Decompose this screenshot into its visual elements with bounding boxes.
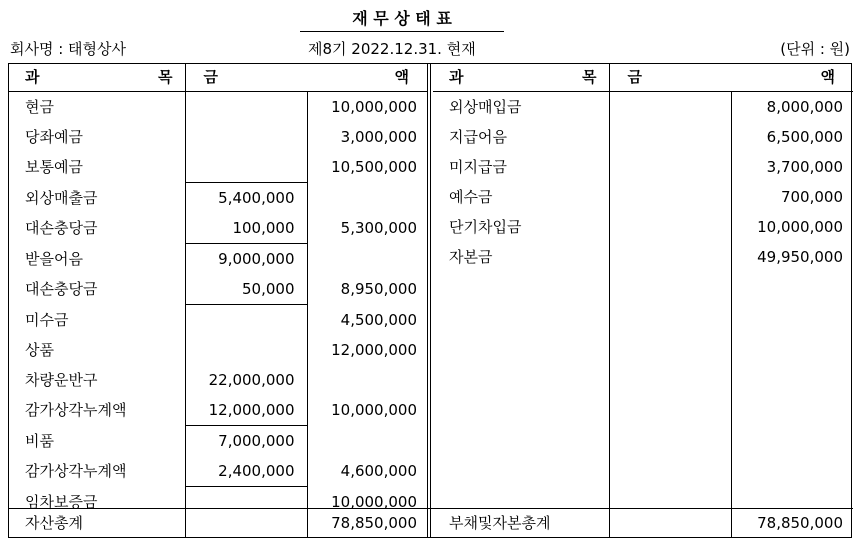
amount: 10,000,000 xyxy=(307,395,427,426)
amount: 12,000,000 xyxy=(307,335,427,365)
amount: 4,600,000 xyxy=(307,456,427,487)
left-account-header: 과 목 xyxy=(25,68,173,86)
sub-amount xyxy=(185,92,307,123)
sub-amount xyxy=(609,242,731,272)
currency-unit: (단위 : 원) xyxy=(780,40,850,58)
report-period: 제8기 2022.12.31. 현재 xyxy=(308,40,476,58)
assets-row xyxy=(9,92,427,123)
assets-row xyxy=(9,426,427,457)
right-account-header: 과 목 xyxy=(449,68,597,86)
empty-row xyxy=(433,362,853,392)
amount: 10,000,000 xyxy=(307,487,427,518)
company-name: 회사명 : 태형상사 xyxy=(10,40,127,58)
amount: 3,700,000 xyxy=(731,152,853,182)
account-name: 단기차입금 xyxy=(449,218,522,236)
liabilities-row xyxy=(433,242,853,272)
assets-row xyxy=(9,365,427,395)
sub-amount xyxy=(609,152,731,182)
empty-row xyxy=(433,302,853,332)
liabilities-row xyxy=(433,182,853,212)
sub-amount: 100,000 xyxy=(185,213,307,244)
account-name: 당좌예금 xyxy=(25,128,83,146)
account-name: 외상매입금 xyxy=(449,98,522,116)
amount xyxy=(307,365,427,395)
assets-side xyxy=(9,64,427,537)
amount: 10,000,000 xyxy=(307,92,427,123)
account-name: 대손충당금 xyxy=(25,219,98,238)
amount: 6,500,000 xyxy=(731,122,853,152)
amount: 4,500,000 xyxy=(307,305,427,336)
liabilities-total-amount: 78,850,000 xyxy=(731,509,853,538)
amount: 10,000,000 xyxy=(731,212,853,242)
assets-total-amount: 78,850,000 xyxy=(307,509,427,538)
statement-title: 재 무 상 태 표 xyxy=(352,9,452,28)
amount: 49,950,000 xyxy=(731,242,853,272)
sub-amount: 5,400,000 xyxy=(185,183,307,214)
center-double-rule xyxy=(427,64,431,537)
balance-sheet-table xyxy=(8,63,852,538)
amount xyxy=(307,183,427,214)
account-name: 상품 xyxy=(25,341,54,359)
sub-amount: 7,000,000 xyxy=(185,426,307,457)
account-name: 받을어음 xyxy=(25,249,83,268)
sub-amount: 2,400,000 xyxy=(185,456,307,487)
account-name: 비품 xyxy=(25,431,54,450)
sub-amount xyxy=(609,122,731,152)
assets-row xyxy=(9,456,427,487)
account-name: 차량운반구 xyxy=(25,371,98,389)
empty-row xyxy=(433,332,853,362)
sub-amount xyxy=(185,335,307,365)
assets-row xyxy=(9,183,427,214)
account-name: 보통예금 xyxy=(25,158,83,177)
sub-amount: 22,000,000 xyxy=(185,365,307,395)
account-name: 미지급금 xyxy=(449,158,507,176)
empty-row xyxy=(433,452,853,482)
account-name: 감가상각누계액 xyxy=(25,462,127,481)
assets-row xyxy=(9,335,427,365)
amount: 5,300,000 xyxy=(307,213,427,244)
assets-row xyxy=(9,152,427,183)
assets-row xyxy=(9,274,427,305)
amount: 8,000,000 xyxy=(731,92,853,123)
assets-total-label: 자산총계 xyxy=(25,514,83,532)
sub-amount xyxy=(609,92,731,123)
empty-row xyxy=(433,272,853,302)
sub-amount xyxy=(609,182,731,212)
sub-amount xyxy=(609,212,731,242)
liabilities-total-label: 부채및자본총계 xyxy=(449,514,551,532)
sub-amount xyxy=(185,152,307,183)
account-name: 감가상각누계액 xyxy=(25,401,127,420)
assets-row xyxy=(9,244,427,275)
assets-row xyxy=(9,395,427,426)
right-amount-header: 금 xyxy=(609,64,731,92)
sub-amount: 12,000,000 xyxy=(185,395,307,426)
left-amount-header-2: 액 xyxy=(307,64,427,92)
amount: 700,000 xyxy=(731,182,853,212)
liabilities-row xyxy=(433,212,853,242)
amount: 8,950,000 xyxy=(307,274,427,305)
liabilities-row xyxy=(433,122,853,152)
amount: 10,500,000 xyxy=(307,152,427,183)
liabilities-row xyxy=(433,152,853,182)
account-name: 예수금 xyxy=(449,188,493,206)
account-name: 자본금 xyxy=(449,248,493,266)
liabilities-side xyxy=(433,64,853,537)
sub-amount: 50,000 xyxy=(185,274,307,305)
liabilities-row xyxy=(433,92,853,123)
sub-amount: 9,000,000 xyxy=(185,244,307,275)
assets-row xyxy=(9,213,427,244)
totals-row xyxy=(9,508,853,538)
account-name: 미수금 xyxy=(25,310,69,329)
account-name: 임차보증금 xyxy=(25,492,98,511)
title-underline xyxy=(300,31,504,32)
account-name: 외상매출금 xyxy=(25,188,98,207)
account-name: 지급어음 xyxy=(449,128,507,146)
amount: 3,000,000 xyxy=(307,122,427,152)
sub-amount xyxy=(185,305,307,336)
account-name: 현금 xyxy=(25,98,54,116)
amount xyxy=(307,426,427,457)
left-amount-header: 금 xyxy=(185,64,307,92)
right-amount-header-2: 액 xyxy=(731,64,853,92)
assets-row xyxy=(9,122,427,152)
account-name: 대손충당금 xyxy=(25,280,98,299)
empty-row xyxy=(433,392,853,422)
empty-row xyxy=(433,422,853,452)
sub-amount xyxy=(185,122,307,152)
assets-row xyxy=(9,305,427,336)
amount xyxy=(307,244,427,275)
